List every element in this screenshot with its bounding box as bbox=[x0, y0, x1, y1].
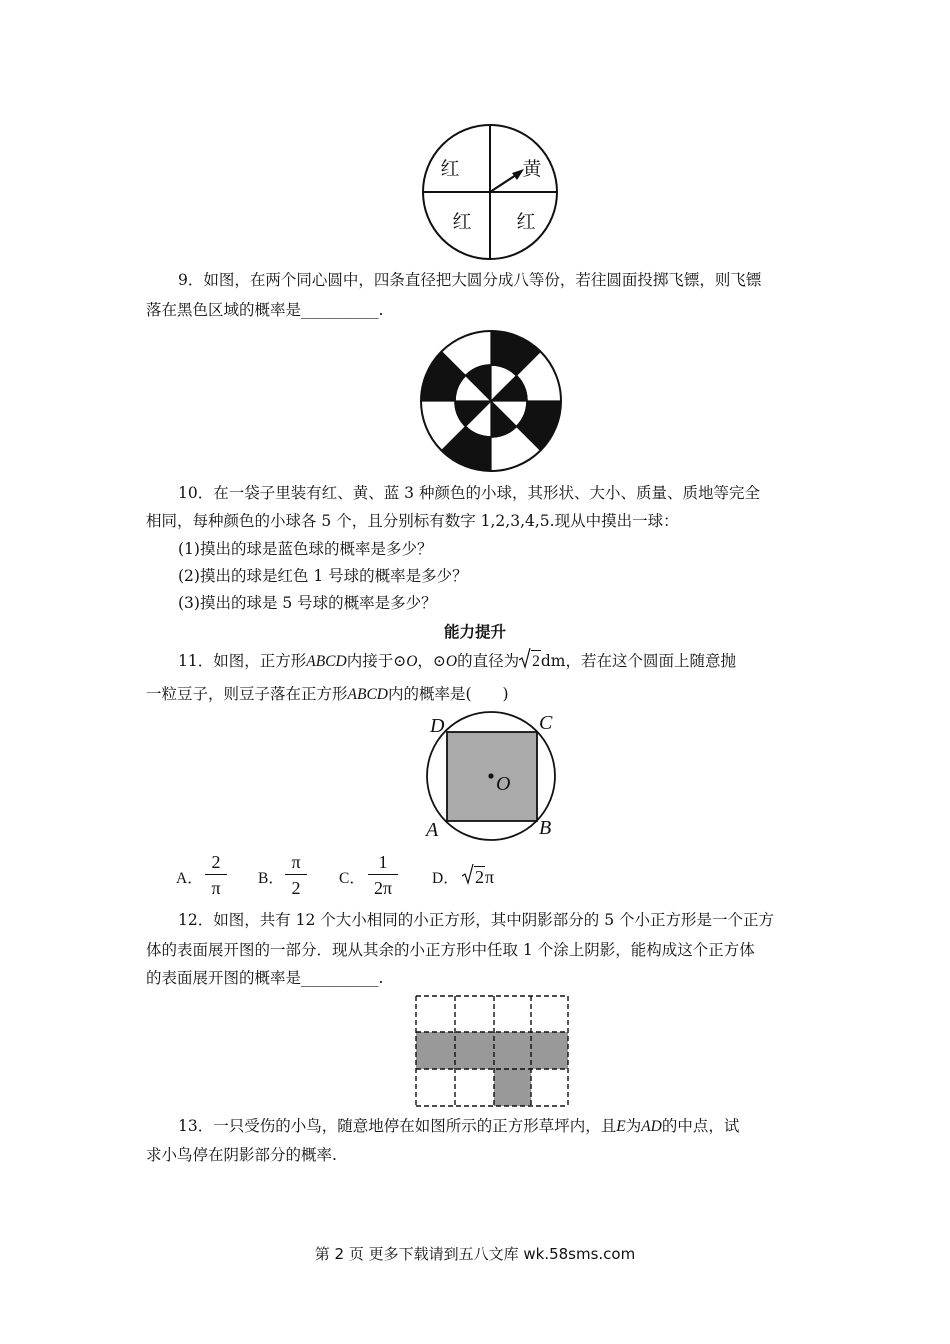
spinner-label-br: 红 bbox=[516, 211, 536, 233]
option-a-label: A． bbox=[176, 870, 203, 887]
q11-line1 bbox=[178, 650, 736, 673]
q11-sqrt-radicand: 2 bbox=[531, 650, 541, 673]
q13-line1 bbox=[178, 1115, 739, 1138]
option-b-label: B． bbox=[258, 870, 284, 887]
q13-text-e: 的中点，试 bbox=[661, 1117, 740, 1135]
q11-text-g: 的直径为 bbox=[457, 652, 520, 670]
q11-sqrt bbox=[519, 650, 541, 673]
label-b: B bbox=[539, 817, 552, 839]
q10-sub2: (2)摸出的球是红色 1 号球的概率是多少？ bbox=[178, 567, 468, 585]
q11-text-a: 11．如图，正方形 bbox=[178, 652, 307, 670]
option-d-label: D． bbox=[432, 870, 459, 887]
option-b-fraction bbox=[285, 852, 307, 898]
q13-text-a: 13．一只受伤的小鸟，随意地停在如图所示的正方形草坪内，且 bbox=[178, 1117, 617, 1135]
q10-sub3: (3)摸出的球是 5 号球的概率是多少？ bbox=[178, 594, 437, 612]
q13-var-ad: AD bbox=[641, 1118, 662, 1135]
option-a-fraction bbox=[205, 852, 227, 898]
q13-var-e: E bbox=[616, 1118, 626, 1135]
section-title: 能力提升 bbox=[443, 623, 506, 641]
q13-line2: 求小鸟停在阴影部分的概率. bbox=[146, 1146, 337, 1164]
square-in-circle-figure bbox=[418, 708, 568, 844]
spinner-figure bbox=[420, 122, 560, 262]
option-d-value bbox=[462, 866, 494, 888]
q12-line3 bbox=[146, 967, 383, 989]
q12-answer-blank: __________ bbox=[301, 969, 379, 987]
q9-line1: 9．如图，在两个同心圆中，四条直径把大圆分成八等份，若往圆面投掷飞镖，则飞镖 bbox=[178, 271, 762, 289]
option-c-num: 1 bbox=[368, 852, 398, 875]
q11-l2-text-c: 内的概率是( ) bbox=[387, 685, 509, 703]
q11-line2 bbox=[146, 683, 509, 706]
q12-line3-text: 的表面展开图的概率是 bbox=[146, 969, 302, 987]
option-b-den: 2 bbox=[291, 878, 301, 898]
q11-l2-text-a: 一粒豆子，则豆子落在正方形 bbox=[146, 685, 348, 703]
spinner-label-bl: 红 bbox=[452, 211, 472, 233]
q13-text-c: 为 bbox=[625, 1117, 642, 1135]
dartboard-figure bbox=[418, 328, 564, 474]
option-c-den: 2π bbox=[373, 878, 393, 898]
q12-line3-end: . bbox=[378, 969, 384, 987]
page-footer: 第 2 页 更多下载请到五八文库 wk.58sms.com bbox=[314, 1245, 636, 1263]
q10-line2: 相同，每种颜色的小球各 5 个，且分别标有数字 1,2,3,4,5.现从中摸出一球： bbox=[146, 512, 679, 530]
q11-var-o: O bbox=[406, 653, 418, 670]
q12-line2: 体的表面展开图的一部分．现从其余的小正方形中任取 1 个涂上阴影，能构成这个正方体 bbox=[146, 941, 755, 959]
option-b-num: π bbox=[285, 852, 307, 875]
spinner-label-tl: 红 bbox=[440, 158, 460, 180]
label-d: D bbox=[430, 715, 445, 737]
q10-line1: 10．在一袋子里装有红、黄、蓝 3 种颜色的小球，其形状、大小、质量、质地等完全 bbox=[178, 484, 760, 502]
label-a: A bbox=[426, 819, 439, 841]
option-c-label: C． bbox=[339, 870, 365, 887]
q12-line1: 12．如图，共有 12 个大小相同的小正方形，其中阴影部分的 5 个小正方形是一个正方 bbox=[178, 911, 775, 929]
option-a-den: π bbox=[211, 878, 221, 898]
label-o: O bbox=[496, 773, 511, 795]
q11-text-c: 内接于⊙ bbox=[346, 652, 407, 670]
cube-net-grid-figure bbox=[414, 994, 572, 1110]
q11-var-o2: O bbox=[445, 653, 458, 670]
q9-line2 bbox=[146, 299, 383, 321]
spinner-label-tr: 黄 bbox=[522, 158, 542, 180]
q10-sub1: (1)摸出的球是蓝色球的概率是多少？ bbox=[178, 540, 433, 558]
q9-answer-blank: __________ bbox=[301, 301, 379, 319]
q11-l2-var-abcd: ABCD bbox=[347, 686, 388, 703]
q9-line2-end: . bbox=[378, 301, 384, 319]
option-a-num: 2 bbox=[205, 852, 227, 875]
option-c-fraction bbox=[368, 852, 398, 898]
q11-var-abcd: ABCD bbox=[306, 653, 347, 670]
option-d-tail: π bbox=[485, 867, 495, 887]
label-c: C bbox=[539, 712, 553, 734]
q9-line2-text: 落在黑色区域的概率是 bbox=[146, 301, 302, 319]
q11-text-h: dm，若在这个圆面上随意抛 bbox=[540, 652, 736, 670]
option-d-radicand: 2 bbox=[475, 867, 484, 887]
q11-text-e: ，⊙ bbox=[417, 652, 446, 670]
